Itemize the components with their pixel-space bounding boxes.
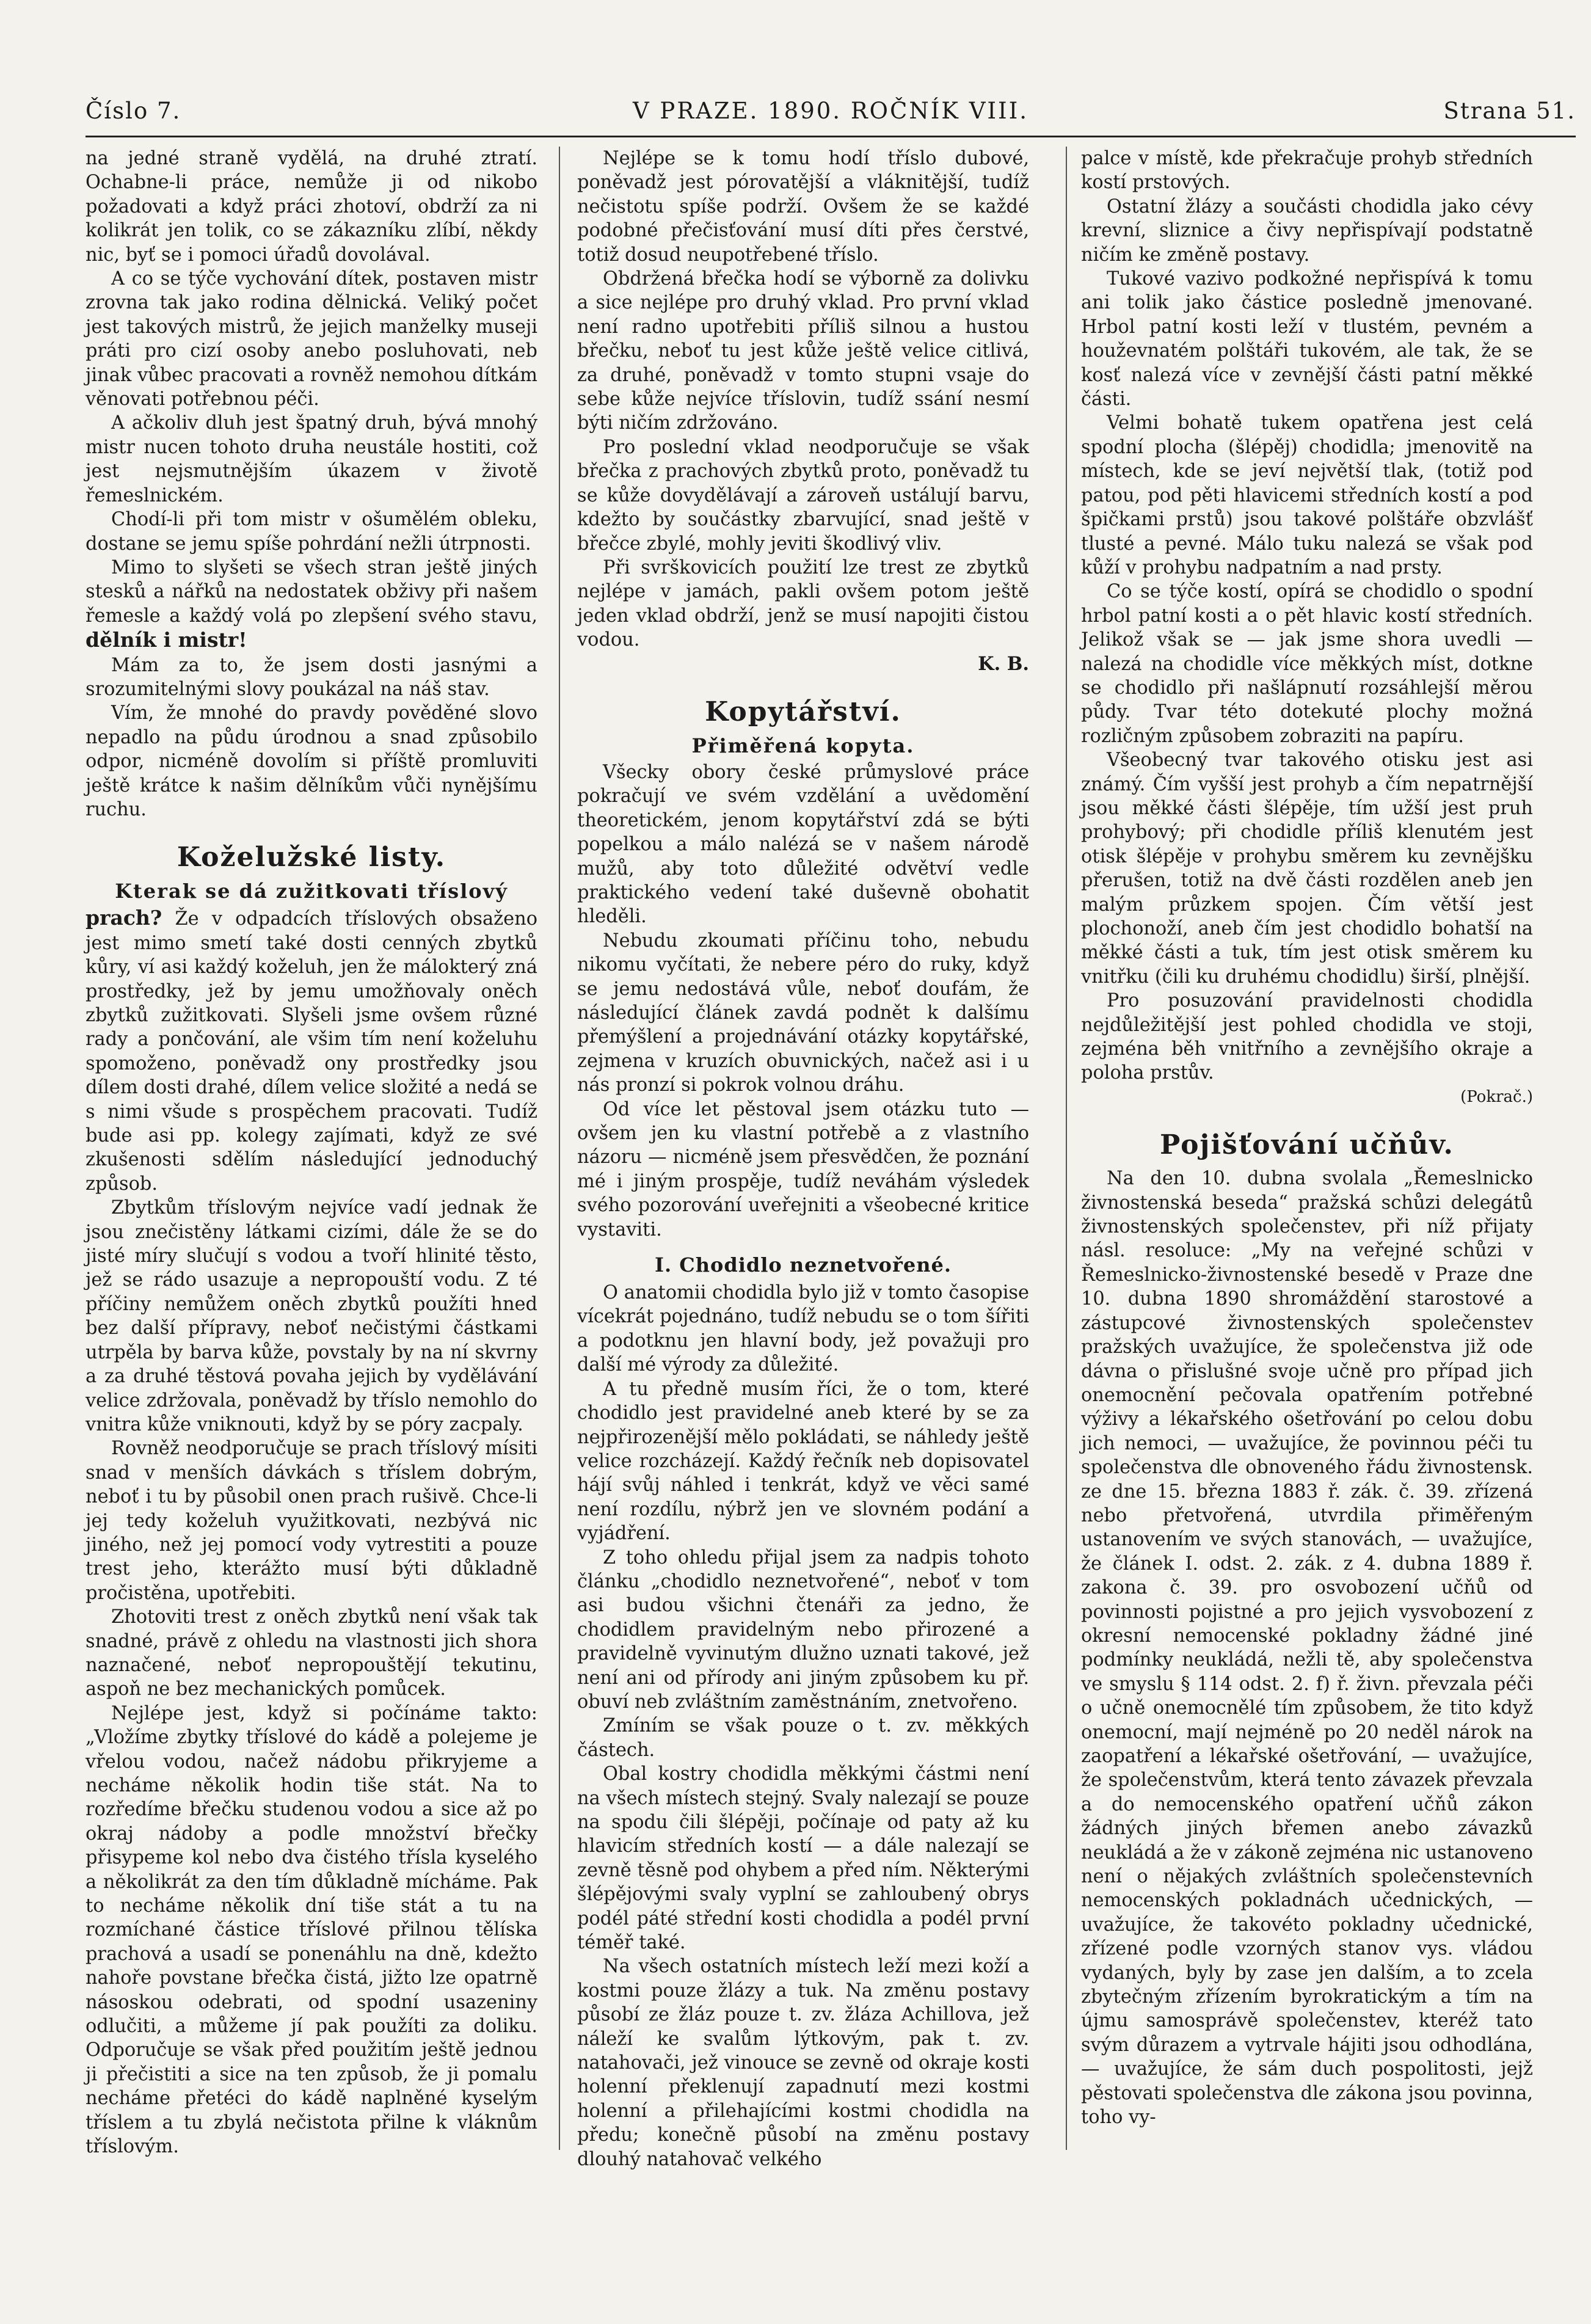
paragraph: Chodí-li při tom mistr v ošumělém obleku, dostane se jemu spíše pohrdání nežli útrpnosti.: [86, 509, 537, 555]
issue-number: Číslo 7.: [86, 98, 181, 124]
paragraph: A tu předně musím říci, že o tom, které chodidlo jest pravidelné aneb které by se za nejpřirozenější mělo pokládati, se náhledy ještě velice rozcházejí. Každý řečník neb dopisovatel hájí svůj náhled i tenkrát, když ve věci samé není rozdílu, nýbrž jen ve slovném podání a vyjádření.: [577, 1378, 1029, 1545]
paragraph: Všecky obory české průmyslové práce pokračují ve svém vzdělání a uvědomění theoretickém, jenom kopytářství zdá se býti popelkou a málo nalézá se v našem národě mužů, aby toto důležité odvětví vedle praktického vedení také duševně obohatit hleděli.: [577, 761, 1029, 928]
section-title-kopytarstvi: Kopytářství.: [705, 696, 901, 727]
paragraph: Zhotoviti trest z oněch zbytků není však tak snadné, právě z ohledu na vlastnosti jich shora naznačené, neboť nepropouštějí tekutinu, aspoň ne bez mechanických pomůcek.: [86, 1606, 537, 1700]
page-number: Strana 51.: [1443, 98, 1576, 124]
paragraph: Co se týče kostí, opírá se chodidlo o spodní hrbol patní kosti a o pět hlavic kostí středních. Jelikož však se — jak jsme shora uvedli — nalezá na chodidle více měkkých míst, dotkne se chodidlo při našlápnutí rozsáhlejší měrou půdy. Tvar této dotekuté plochy možná rozličným způsobem zobraziti na papíru.: [1081, 581, 1533, 747]
paragraph: Ostatní žlázy a součásti chodidla jako cévy krevní, sliznice a čivy nepřispívají podstatně ničím ke změně postavy.: [1081, 195, 1533, 266]
section-title-pojistovani-ucnuv: Pojišťování učňův.: [1160, 1129, 1454, 1161]
paragraph: Nejlépe se k tomu hodí tříslo dubové, poněvadž jest pórovatější a vláknitější, tudíž nečistotu spíše podrží. Ovšem že se každé podobné přečisťování musí díti přes čerstvé, totiž dosud neupotřebené tříslo.: [577, 148, 1029, 266]
paragraph: Obal kostry chodidla měkkými částmi není na všech místech stejný. Svaly nalezají se pouze na spodu čili šlépěji, počínaje od paty až ku hlavicím středních kostí — a dále nalezají se zevně těsně pod ohybem a před ním. Některými šlépějovými svaly vyplní se zahloubený obrys podél páté střední kosti chodidla a podél první téměř také.: [577, 1763, 1029, 1954]
article-title-end: prach?: [86, 906, 162, 930]
paragraph: O anatomii chodidla bylo již v tomto časopise vícekrát pojednáno, tudíž nebudu se o tom šířiti a podotknu jen hlavní body, jež považuji pro další mé výrody za důležité.: [577, 1282, 1029, 1376]
column-1: [86, 147, 537, 2159]
paragraph: Při svrškovicích použití lze trest ze zbytků nejlépe v jamách, pakli ovšem potom ještě jeden vklad obdrží, jenž se musí napojiti čistou vodou.: [577, 556, 1029, 651]
place-year-volume: V PRAZE. 1890. ROČNÍK VIII.: [632, 98, 1029, 124]
continued-note: (Pokrač.): [1460, 1087, 1533, 1106]
header-rule: [86, 136, 1576, 137]
paragraph: Na všech ostatních místech leží mezi koží a kostmi pouze žlázy a tuk. Na změnu postavy působí ze žláz pouze t. zv. žláza Achillova, jež náleží ke svalům lýtkovým, pak t. zv. natahovači, jež vinouce se zevně od okraje kosti holenní překlenují zapadnutí mezi kostmi holenní a přilehajícími kostmi chodidla na předu; konečně působí na změnu postavy dlouhý natahovač velkého: [577, 1956, 1029, 2170]
paragraph: Nejlépe jest, když si počínáme takto: „Vložíme zbytky tříslové do kádě a polejeme je vřelou vodou, načež nádobu přikryjeme a necháme několik hodin tiše stát. Na to rozředíme břečku studenou vodou a sice až po okraj nádoby a podle množství břečky přisypeme kol nebo dva čistého třísla kyselého a několikrát za den tím důkladně mícháme. Pak to necháme několik dní tiše stát a tu na rozmíchané částice tříslové přilnou tělíska prachová a usadí se ponenáhlu na dně, kdežto nahoře povstane břečka čistá, jižto lze opatrně násoskou odebrati, od spodní usazeniny odlučiti, a můžeme jí pak použíti za doliku. Odporučuje se však před použitím ještě jednou ji přečistiti a sice na ten způsob, že ji pomalu necháme přetéci do kádě naplněné kyselým tříslem a tu zbylá nečistota přilne k vláknům tříslovým.: [86, 1702, 537, 2158]
paragraph-text: Mimo to slyšeti se všech stran ještě jiných stesků a nářků na nedostatek obživy při našem řemesle a každý volá po zlepšení svého stavu,: [86, 556, 537, 627]
article-title: Přiměřená kopyta.: [691, 734, 915, 757]
paragraph: A co se týče vychování dítek, postaven mistr zrovna tak jako rodina dělnická. Veliký počet jest takových mistrů, že jejich manželky museji práti pro cizí osoby anebo posluhovati, neb jinak vůbec pracovati a rovněž nemohou dítkám věnovati potřebnou péči.: [86, 268, 537, 410]
subheading: I. Chodidlo neznetvořené.: [655, 1253, 952, 1277]
paragraph: Pro posuzování pravidelnosti chodidla nejdůležitější jest pohled chodidla ve stoji, zejména běh vnitřního a zevnějšího okraje a poloha prstův.: [1081, 990, 1533, 1084]
column-3: [1081, 147, 1533, 2130]
column-2: [577, 147, 1029, 2171]
section-title-kozeluzske-listy: Koželužské listy.: [177, 842, 446, 873]
paragraph: Velmi bohatě tukem opatřena jest celá spodní plocha (šlépěj) chodidla; jmenovitě na místech, kde se jeví největší tlak, (totiž pod patou, pod pěti hlavicemi středních kostí a pod špičkami prstů) jsou takové polštáře obzvlášť tlusté a pevné. Málo tuku nalezá se však pod kůží v prohybu nadpatním a nad prsty.: [1081, 412, 1533, 578]
paragraph-text: Že v odpadcích tříslových obsaženo jest mimo smetí také dosti cenných zbytků kůry, ví asi každý koželuh, jen že málokterý zná prostředky, jež by jemu umožňovaly oněch zbytků zužitkovati. Slyšeli jsme ovšem různé rady a pončování, ale všim tím není koželuhu spomoženo, poněvadž ony prostředky jsou dílem dosti drahé, dílem velice složité a nedá se s nimi všude s prospěchem pracovati. Tudíž bude asi pp. kolegy zajímati, když ze své zkušenosti sdělím následující jednoduchý způsob.: [86, 908, 537, 1195]
paragraph: na jedné straně vydělá, na druhé ztratí. Ochabne-li práce, nemůže ji od nikobo požadovati a když práci zhotoví, obdrží za ni kolikrát jen tolik, co se zákazníku zlíbí, někdy nic, byť se i pomoci úřadů dovolával.: [86, 148, 537, 266]
paragraph: Tukové vazivo podkožné nepřispívá k tomu ani tolik jako částice posledně jmenované. Hrbol patní kosti leží v tlustém, pevném a houževnatém polštáři tukovém, ale tak, že se kosť nalezá více v zevnější části patní měkké části.: [1081, 268, 1533, 410]
column-divider-2: [1066, 147, 1067, 2150]
paragraph: Na den 10. dubna svolala „Řemeslnicko živnostenská beseda“ pražská schůzi delegátů živnostenských společenstev, při níž přijaty násl. resoluce: „My na veřejné schůzi v Řemeslnicko-živnostenské besedě v Praze dne 10. dubna 1890 shromáždění starostové a zástupcové živnostenských společenstev pražských uvažujíce, že společenstva již ode dávna o přislušné svoje učně pro případ jich onemocnění pečovala opatřením potřebné výživy a lékařského ošetřování po celou dobu jich nemoci, — uvažujíce, že povinnou péči tu společenstva dle obnoveného řádu živnostensk. ze dne 15. března 1883 ř. zák. č. 39. zřízená nebo přetvořená, utvrdila přiměřeným ustanovením ve svých stanovách, — uvažujíce, že článek I. odst. 2. zák. z 4. dubna 1889 ř. zakona č. 39. pro osvobození učňů od povinnosti pojistné a pro jejich vysvobození z okresní nemocenské pokladny žádné jiné podmínky neukládá, nežli tě, aby společenstva ve smyslu § 114 odst. 2. f) ř. živn. převzala péči o učně onemocnělé tím způsobem, že tito když onemocní, mají nejméně po 20 neděl nárok na zaopatření a lékařské ošetřování, — uvažujíce, že společenstvům, která tento závazek převzala a do nemocenského opatření učňů zákon žádných jiných břemen anebo závazků neukládá a že v zákoně zejména nic ustanoveno není o nějakých zvláštních společenstevních nemocenských pokladnách učednických, — uvažujíce, že takovéto pokladny učednické, zřízené podle vzorných stanov vys. vládou vydaných, byly by zase jen dalším, a to zcela zbytečným zřízením byrokratickým a tím na újmu samosprávě společenstev, kteréž tato svým důrazem a vytrvale hájiti jsou odhodlána, — uvažujíce, že sám duch pospolitosti, jejž pěstovati společenstva dle zákona jsou povinna, toho vy-: [1081, 1168, 1533, 2129]
page-header: [86, 98, 1576, 134]
paragraph: Všeobecný tvar takového otisku jest asi známý. Čím vyšší jest prohyb a čím nepatrnější jsou měkké části šlépěje, tím užší jest pruh prohybový; při chodidle příliš klenutém jest otisk šlépěje v prohybu směrem ku zevnějšku přerušen, totiž na dvě části rozdělen aneb jen malým průzkem spojen. Čím větší jest plochonoží, aneb čím jest chodidlo bohatší na měkké části a tuk, tím jest otisk směrem ku vnitřku (čili ku druhému chodidlu) širší, plnější.: [1081, 749, 1533, 988]
paragraph: Vím, že mnohé do pravdy pověděné slovo nepadlo na půdu úrodnou a snad způsobilo odpor, nicméně dovolím si příště promluviti ještě krátce k našim dělníkům vůči nynějšímu ruchu.: [86, 702, 537, 820]
paragraph: Zbytkům tříslovým nejvíce vadí jednak že jsou znečistěny látkami cizími, dále že se do jisté míry slučují s vodou a tvoří hlinité těsto, jež se rádo usazuje a nepropouští vodu. Z té příčiny nemůžem oněch zbytků použíti hned bez další přípravy, neboť nečistými částkami utrpěla by barva kůže, povstaly by na ní skvrny a za druhé těstová povaha jejich by vydělávání velice zdržovala, poněvadž by tříslo nemohlo do vnitra kůže vniknouti, když by se póry zacpaly.: [86, 1197, 537, 1435]
paragraph: Obdržená břečka hodí se výborně za dolivku a sice nejlépe pro druhý vklad. Pro první vklad není radno upotřebiti příliš silnou a hustou břečku, neboť tu jest kůže ještě velice citlivá, za druhé, poněvadž v tomto stupni vsaje do sebe kůže nejvíce tříslovin, tudíž ssání nesmí býti ničím zdržováno.: [577, 268, 1029, 434]
paragraph: palce v místě, kde překračuje prohyb středních kostí prstových.: [1081, 148, 1533, 194]
paragraph: Pro poslední vklad neodporučuje se však břečka z prachových zbytků proto, poněvadž tu se kůže dovydělávají a zároveň ustálují barvu, kdežto by součástky zbarvující, snad ještě v břečce zbylé, mohly jeviti škodlivý vliv.: [577, 436, 1029, 555]
paragraph: Nebudu zkoumati příčinu toho, nebudu nikomu vyčítati, že nebere péro do ruky, když se jemu nedostává vůle, neboť doufám, že následující článek zavdá podnět k dalšímu přemýšlení a projednávání otázky kopytářské, zejmena v kruzích obuvnických, načež asi i u nás pronzí si pokrok volnou dráhu.: [577, 930, 1029, 1096]
paragraph: A ačkoliv dluh jest špatný druh, bývá mnohý mistr nucen tohoto druha neustále hostiti, což jest nejsmutnějším úkazem v životě řemeslnickém.: [86, 412, 537, 506]
article-title: Kterak se dá zužitkovati tříslový: [115, 880, 508, 903]
paragraph: Zmíním se však pouze o t. zv. měkkých částech.: [577, 1715, 1029, 1761]
paragraph: Mám za to, že jsem dosti jasnými a srozumitelnými slovy poukázal na náš stav.: [86, 654, 537, 700]
emphasis-text: dělník i mistr!: [86, 628, 247, 652]
author-signature: K. B.: [978, 652, 1029, 675]
paragraph: Rovněž neodporučuje se prach tříslový mísiti snad v menších dávkách s tříslem dobrým, neboť i tu by působil onen prach rušivě. Chce-li jej tedy koželuh využitkovati, nezbývá nic jiného, než jej pomocí vody vytrestiti a pouze trest jeho, kterážto musí býti důkladně pročistěna, upotřebiti.: [86, 1438, 537, 1604]
paragraph: [86, 906, 537, 1196]
paragraph: Z toho ohledu přijal jsem za nadpis tohoto článku „chodidlo neznetvořené“, neboť v tom asi budou všichni čtenáři za jedno, že chodidlem pravidelným nebo přirozené a pravidelně vyvinutým dlužno uznati takové, jež není ani od přírody ani jiným způsobem ku př. obuví neb zvláštním zaměstnáním, znetvořeno.: [577, 1546, 1029, 1713]
column-divider-1: [559, 147, 560, 2150]
paragraph: [86, 556, 537, 654]
paragraph: Od více let pěstoval jsem otázku tuto — ovšem jen ku vlastní potřebě a z vlastního názoru — nicméně jsem přesvědčen, že poznání mé i jiným prospěje, tudíž neváhám výsledek svého pozorování uveřejniti a všeobecné kritice vystaviti.: [577, 1098, 1029, 1240]
